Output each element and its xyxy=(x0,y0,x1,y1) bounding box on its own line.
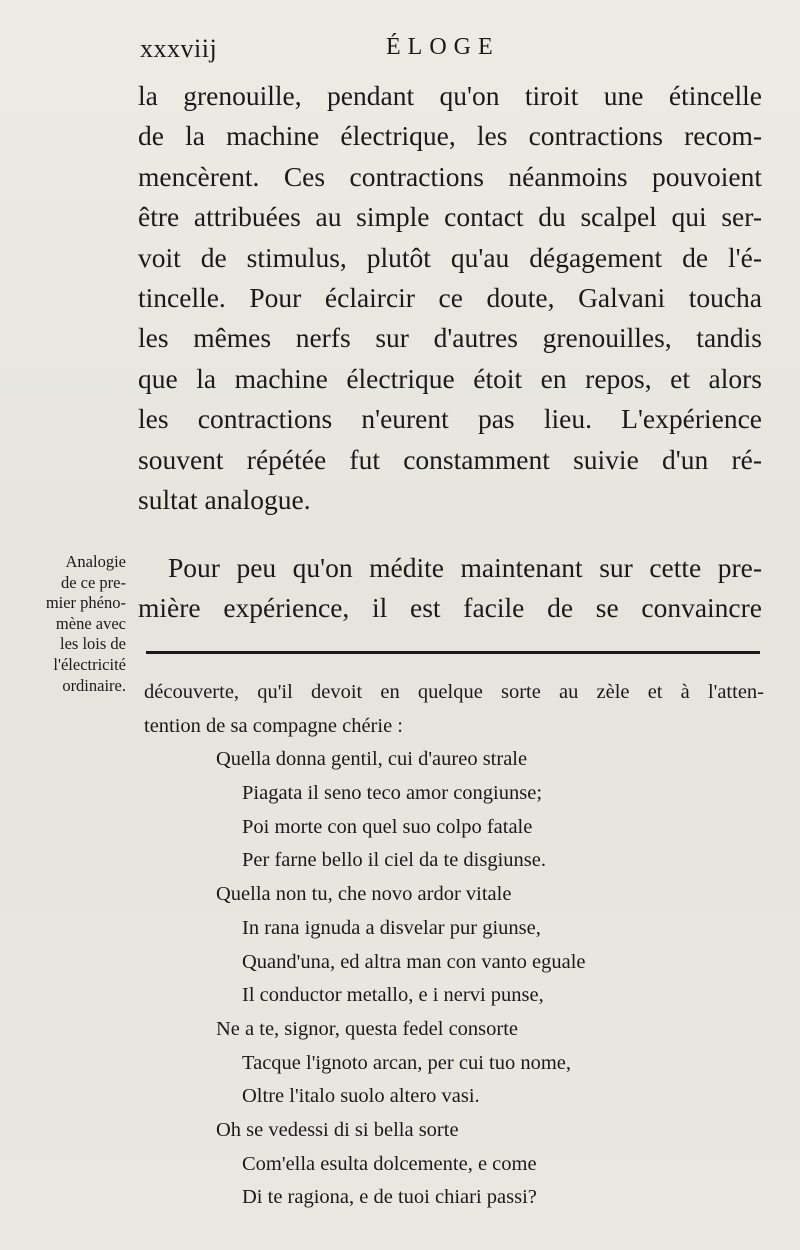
margin-note-line: les lois de xyxy=(60,634,126,654)
margin-note xyxy=(2,552,126,696)
text-line: voit de stimulus, plutôt qu'au dégagement de l'é- xyxy=(138,241,762,273)
verse-line: Poi morte con quel suo colpo fatale xyxy=(242,815,533,838)
text-line: que la machine électrique étoit en repos, et alors xyxy=(138,362,762,394)
margin-note-line: de ce pre- xyxy=(60,572,126,592)
running-title: ÉLOGE xyxy=(386,34,500,60)
verse-line: Piagata il seno teco amor congiunse; xyxy=(242,782,543,805)
verse-line: Quella donna gentil, cui d'aureo strale xyxy=(216,748,528,771)
text-line: Pour peu qu'on médite maintenant sur cette pre- xyxy=(168,552,762,583)
text-line: les contractions n'eurent pas lieu. L'expérience xyxy=(138,403,762,435)
text-line: la grenouille, pendant qu'on tiroit une étincelle xyxy=(138,80,762,111)
verse-line: Quand'una, ed altra man con vanto eguale xyxy=(242,950,586,973)
running-head xyxy=(140,34,760,74)
verse-line: Oh se vedessi di si bella sorte xyxy=(216,1118,459,1141)
text-line: mencèrent. Ces contractions néanmoins pouvoient xyxy=(138,160,762,192)
second-paragraph xyxy=(138,548,762,629)
verse-line: Tacque l'ignoto arcan, per cui tuo nome, xyxy=(242,1051,572,1074)
text-line: tincelle. Pour éclaircir ce doute, Galvani toucha xyxy=(138,281,762,313)
verse-line: Quella non tu, che novo ardor vitale xyxy=(216,883,512,906)
footnote-prose-line: tention de sa compagne chérie : xyxy=(144,714,403,737)
text-line: les mêmes nerfs sur d'autres grenouilles, tandis xyxy=(138,322,762,354)
verse-block xyxy=(144,743,764,1215)
footnote-separator xyxy=(146,651,760,654)
verse-line: Di te ragiona, e de tuoi chiari passi? xyxy=(242,1186,537,1209)
verse-line: In rana ignuda a disvelar pur giunse, xyxy=(242,916,541,939)
margin-note-line: l'électricité xyxy=(53,654,126,674)
page-number: xxxviij xyxy=(140,34,218,63)
margin-note-line: Analogie xyxy=(65,552,126,571)
footnote-prose-line: découverte, qu'il devoit en quelque sorte au zèle et à l'atten- xyxy=(144,681,764,703)
text-line: être attribuées au simple contact du scalpel qui ser- xyxy=(138,201,762,233)
margin-note-line: mier phéno- xyxy=(45,593,126,613)
text-line: sultat analogue. xyxy=(138,483,311,515)
text-line: de la machine électrique, les contractions recom- xyxy=(138,120,762,152)
footnote xyxy=(144,676,764,1215)
verse-line: Per farne bello il ciel da te disgiunse. xyxy=(242,849,546,872)
text-line: souvent répétée fut constamment suivie d'un ré- xyxy=(138,443,762,475)
verse-line: Il conductor metallo, e i nervi punse, xyxy=(242,984,544,1007)
verse-line: Com'ella esulta dolcemente, e come xyxy=(242,1152,537,1175)
main-paragraph xyxy=(138,76,762,520)
margin-note-line: ordinaire. xyxy=(62,675,126,695)
text-line: mière expérience, il est facile de se convaincre xyxy=(138,592,762,624)
margin-note-line: mène avec xyxy=(55,613,126,633)
verse-line: Oltre l'italo suolo altero vasi. xyxy=(242,1085,480,1108)
verse-line: Ne a te, signor, questa fedel consorte xyxy=(216,1017,519,1040)
